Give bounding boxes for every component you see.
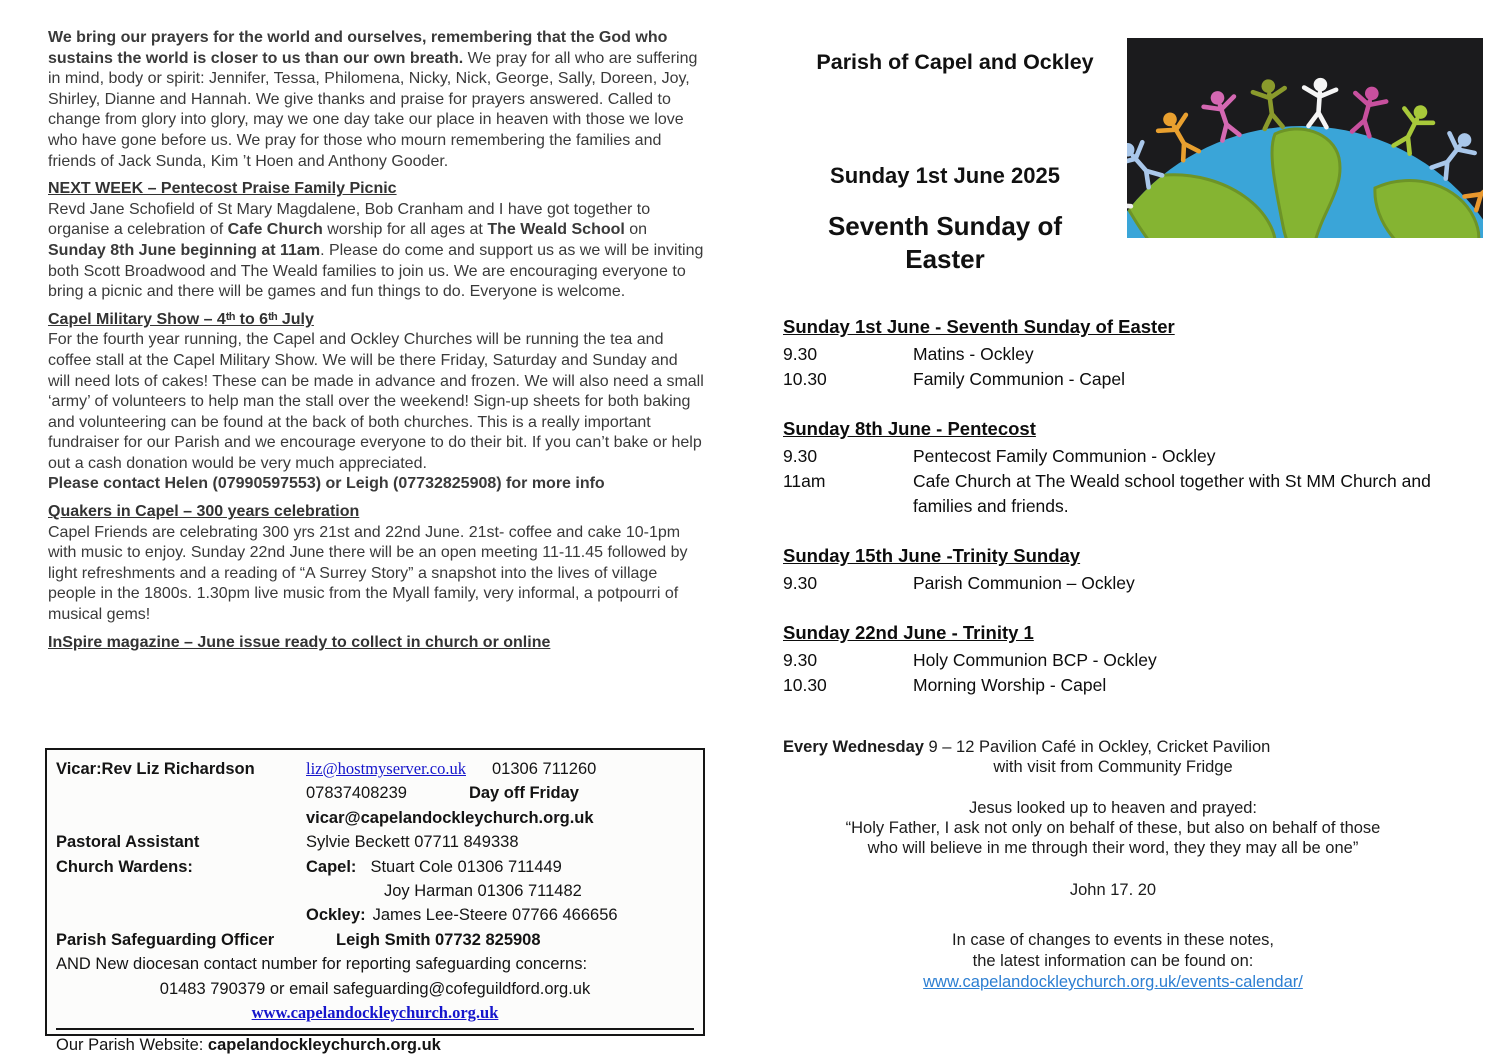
service-heading: Sunday 22nd June - Trinity 1 (783, 622, 1034, 643)
changes-note (783, 930, 1443, 993)
contact-label: Parish Safeguarding Officer (56, 930, 275, 949)
section-heading: Capel Military Show – 4ᵗʰ to 6ᵗʰ July (48, 310, 314, 328)
wednesday-line2: with visit from Community Fridge (993, 758, 1233, 776)
globe-people-image (1127, 38, 1483, 238)
service-group (783, 543, 1473, 596)
service-heading: Sunday 15th June -Trinity Sunday (783, 545, 1081, 566)
service-group (783, 314, 1473, 392)
section-heading: InSpire magazine – June issue ready to collect in church or online (48, 633, 551, 651)
contact-value: liz@hostmyserver.co.uk 01306 711260 (306, 759, 597, 778)
section-heading: Quakers in Capel – 300 years celebration (48, 503, 360, 521)
service-row (783, 444, 1473, 469)
season-title: Seventh Sunday of Easter (827, 211, 1063, 274)
service-description: Matins - Ockley (913, 344, 1034, 364)
contact-row: AND New diocesan contact number for reporting safeguarding concerns: (56, 955, 588, 974)
quote-line: who will believe in me through their word, they they may all be one” (867, 838, 1359, 857)
contact-row (56, 903, 694, 927)
contact-row (56, 855, 694, 879)
events-calendar-link[interactable]: www.capelandockleychurch.org.uk/events-calendar/ (923, 973, 1303, 991)
contact-value: Ockley: James Lee-Steere 07766 466656 (306, 906, 618, 925)
link[interactable]: www.capelandockleychurch.org.uk (251, 1003, 499, 1023)
service-description: Holy Communion BCP - Ockley (913, 650, 1157, 670)
section-heading: NEXT WEEK – Pentecost Praise Family Picnic (48, 180, 397, 198)
contact-value: Joy Harman 01306 711482 (384, 882, 582, 901)
contact-label (56, 806, 306, 830)
service-description: Cafe Church at The Weald school together with St MM Church and families and friends. (913, 471, 1431, 516)
services-schedule (783, 314, 1473, 722)
service-row (783, 469, 1473, 519)
section-note: Please contact Helen (07990597553) or Leigh (07732825908) for more info (48, 475, 605, 493)
contact-value: Capel: Stuart Cole 01306 711449 (306, 857, 562, 876)
service-description: Family Communion - Capel (913, 369, 1126, 389)
service-time: 9.30 (783, 344, 818, 364)
contact-value: Leigh Smith 07732 825908 (336, 930, 541, 949)
contact-rows (56, 757, 694, 1058)
service-time: 9.30 (783, 446, 818, 466)
scripture-reference: John 17. 20 (1069, 881, 1157, 899)
service-row (783, 342, 1473, 367)
service-row (783, 571, 1473, 596)
section-body: Revd Jane Schofield of St Mary Magdalene, Bob Cranham and I have got together to organise a celebration of Cafe Church worship for all ages at The Weald School on Sunday 8th June beginning at 11am. Please do come and support us as we will be inviting both Scott Broadwood and The Weald families to join us. We are encouraging everyone to bring a picnic and there will be games and fun things to do. Everyone is welcome. (48, 200, 704, 301)
service-time: 10.30 (783, 675, 827, 695)
service-heading: Sunday 8th June - Pentecost (783, 418, 1036, 439)
service-description: Pentecost Family Communion - Ockley (913, 446, 1216, 466)
parish-title: Parish of Capel and Ockley (816, 50, 1094, 74)
contact-label (56, 781, 306, 805)
issue-date: Sunday 1st June 2025 (830, 163, 1060, 188)
left-column (48, 28, 704, 653)
service-time: 9.30 (783, 573, 818, 593)
service-row (783, 367, 1473, 392)
contact-label (56, 903, 306, 927)
contact-label: Vicar:Rev Liz Richardson (56, 760, 255, 778)
wednesday-note (783, 737, 1443, 777)
service-group (783, 620, 1473, 698)
service-description: Parish Communion – Ockley (913, 573, 1135, 593)
contact-value: 07837408239 Day off Friday (306, 784, 579, 803)
quote-line: Jesus looked up to heaven and prayed: (968, 799, 1258, 817)
gospel-quote (783, 799, 1443, 858)
service-row (783, 648, 1473, 673)
section-body: Capel Friends are celebrating 300 yrs 21st and 22nd June. 21st- coffee and cake 10-1pm with music to enjoy. Sunday 22nd June there will be an open meeting 11-11.45 followed by light refreshments and a reading of “A Surrey Story” a snapshot into the lives of village people in the 1800s. 1.30pm live music from the Myall family, very informal, a potpourri of musical gems! (48, 523, 688, 624)
contact-label (56, 879, 306, 903)
contact-row (56, 1001, 694, 1025)
changes-lines (783, 930, 1443, 972)
service-time: 10.30 (783, 369, 827, 389)
contact-value: Sylvie Beckett 07711 849338 (306, 833, 519, 852)
contact-row (56, 781, 694, 805)
link[interactable]: liz@hostmyserver.co.uk (306, 759, 466, 778)
changes-line: In case of changes to events in these notes, (952, 931, 1274, 949)
left-sections (48, 179, 704, 653)
contact-row: Our Parish Website: capelandockleychurch.org.uk (56, 1028, 694, 1057)
changes-line: the latest information can be found on: (972, 952, 1254, 970)
service-group (783, 416, 1473, 519)
parish-contacts-box (45, 748, 705, 1055)
contact-value: vicar@capelandockleychurch.org.uk (306, 808, 594, 827)
quote-line: “Holy Father, I ask not only on behalf of these, but also on behalf of those (845, 818, 1381, 837)
service-heading: Sunday 1st June - Seventh Sunday of Easter (783, 316, 1175, 337)
contact-row (56, 757, 694, 781)
contact-row: 01483 790379 or email safeguarding@cofeguildford.org.uk (159, 979, 591, 998)
service-time: 11am (783, 471, 826, 491)
contact-label: Pastoral Assistant (56, 833, 200, 852)
service-row (783, 673, 1473, 698)
contact-row (56, 806, 694, 830)
contact-label: Church Wardens: (56, 857, 193, 876)
prayers-paragraph: We bring our prayers for the world and ourselves, remembering that the God who sustains the world is closer to us than our own breath. We pray for all who are suffering in mind, body or spirit: Jennifer, Tessa, Philomena, Nicky, Nick, George, Sally, Doreen, Joy, Shirley, Dianne and Hannah. We give thanks and praise for prayers answered. Called to change from glory into glory, may we one day take our place in heaven with those we love who have gone before us. We pray for those who mourn remembering the families and friends of Jack Sunda, Kim ’t Hoen and Anthony Gooder. (48, 29, 698, 170)
wednesday-line1: Every Wednesday 9 – 12 Pavilion Café in Ockley, Cricket Pavilion (783, 738, 1271, 756)
section-body: For the fourth year running, the Capel and Ockley Churches will be running the tea and coffee stall at the Capel Military Show. We will be there Friday, Saturday and Sunday and will need lots of cakes! These can be made in advance and frozen. We will also need a small ‘army’ of volunteers to help man the stall over the weekend! Sign-up sheets for both baking and volunteering can be found at the back of both churches. This is a really important fundraiser for our Parish and we encourage everyone to do their bit. If you can’t bake or help out a cash donation would be very much appreciated. (48, 331, 704, 472)
contact-row (56, 879, 694, 903)
contact-row (56, 928, 694, 952)
service-time: 9.30 (783, 650, 818, 670)
contact-row (56, 830, 694, 854)
service-description: Morning Worship - Capel (913, 675, 1107, 695)
